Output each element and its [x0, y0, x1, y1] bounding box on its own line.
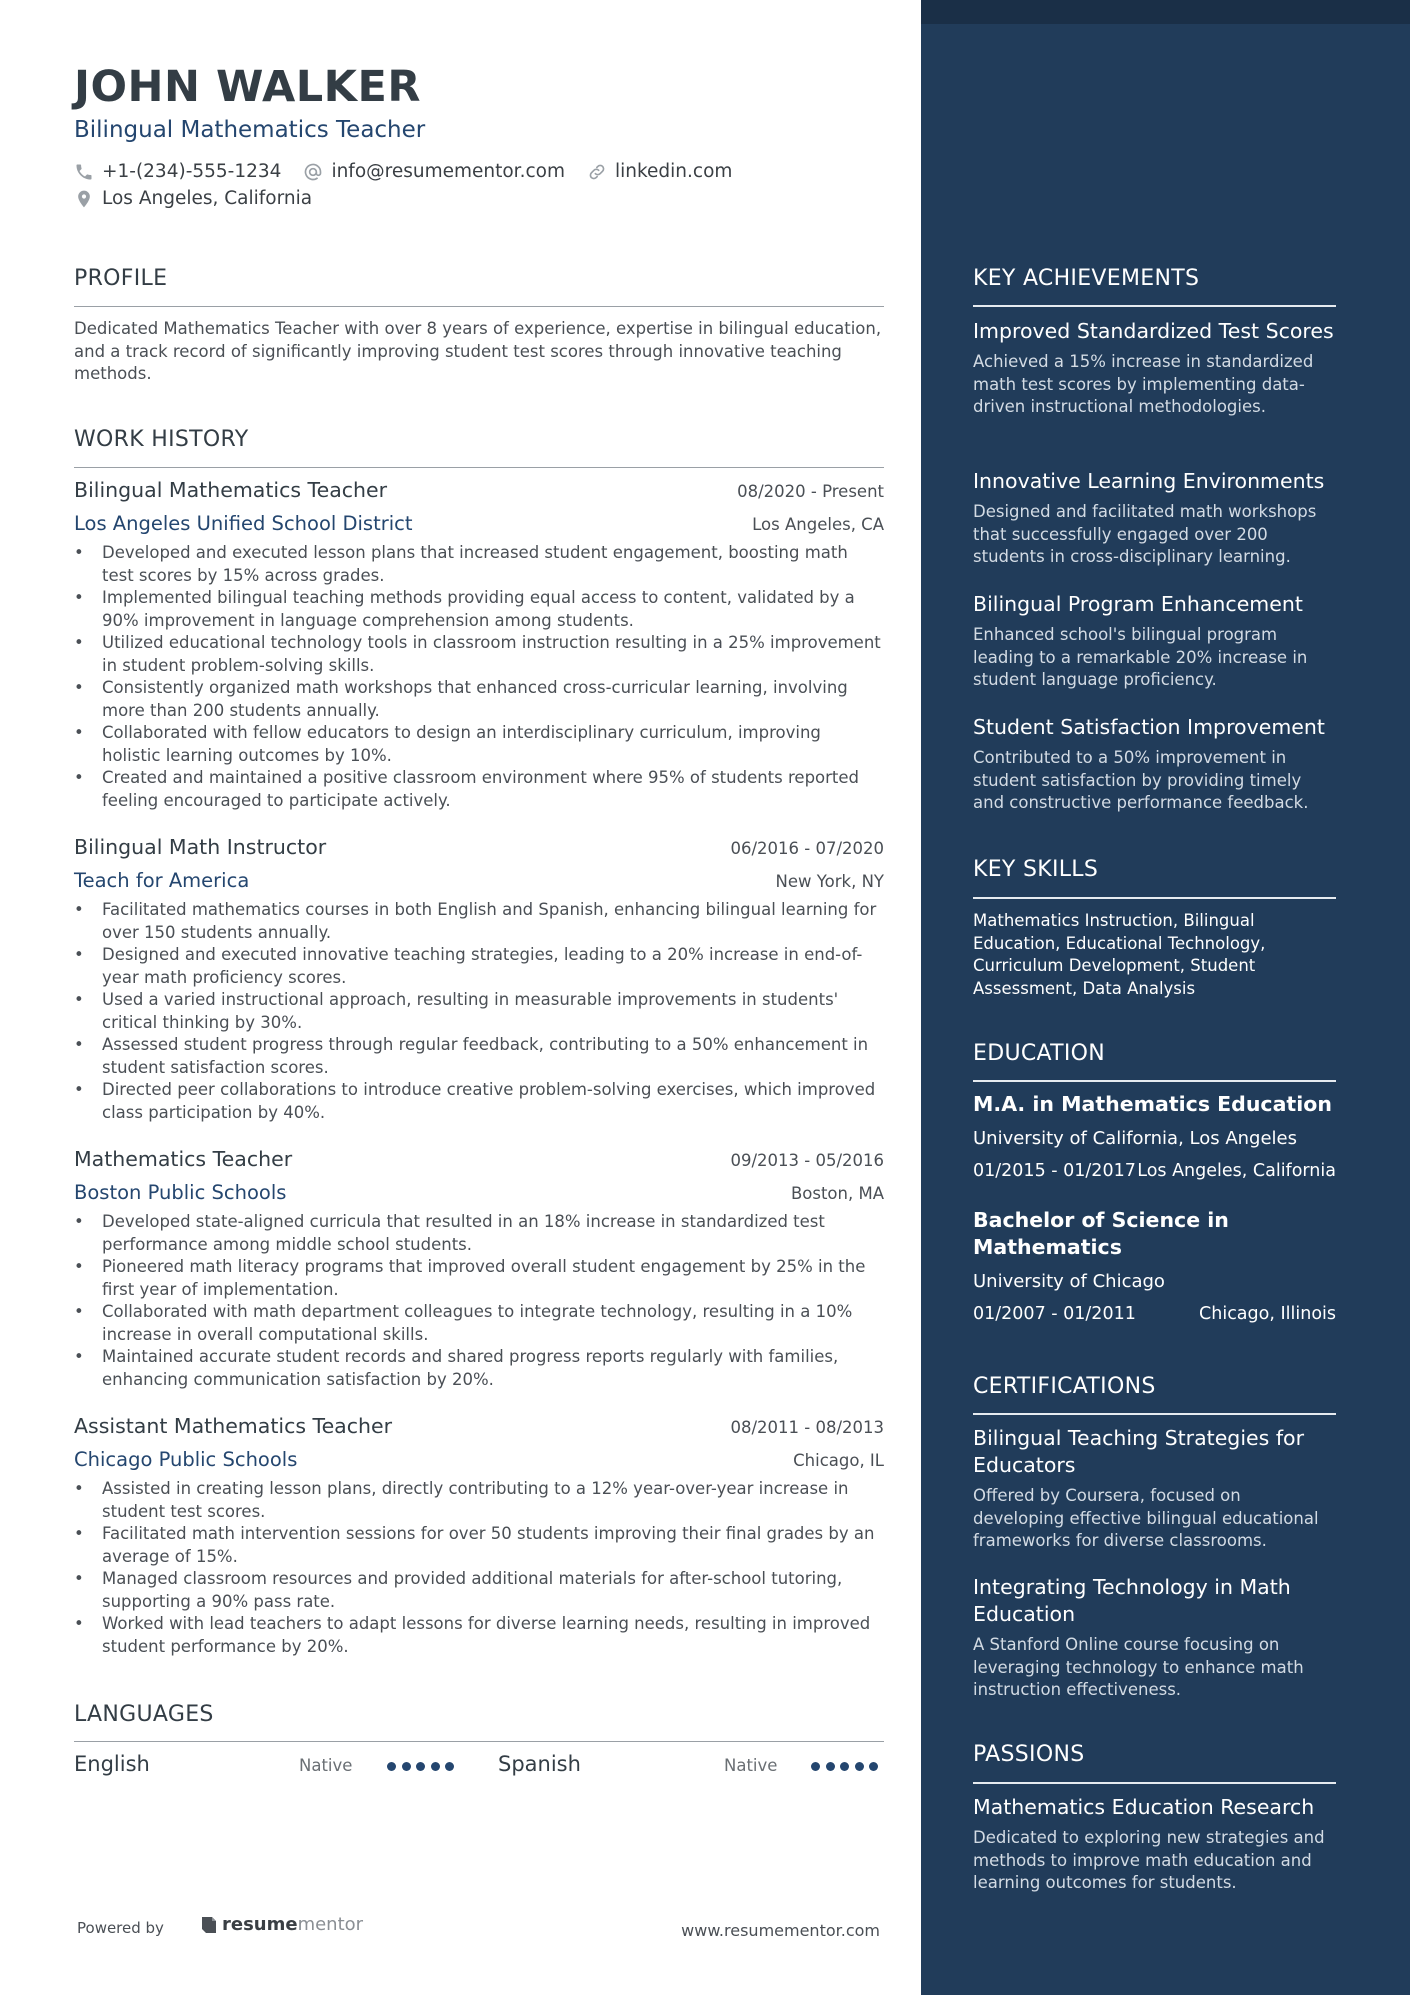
job-bullet: • Maintained accurate student records and shared progress reports regularly with families, enhancing communication satisfaction by 20%. [74, 1346, 884, 1391]
contact-phone [74, 161, 281, 182]
job-bullet: • Developed state-aligned curricula that resulted in an 18% increase in standardized test performance among middle school students. [74, 1211, 884, 1256]
job-role: Mathematics Teacher [74, 1147, 293, 1171]
phone-text[interactable]: +1-(234)-555-1234 [102, 161, 282, 182]
education-dates: 01/2015 - 01/2017 [973, 1161, 1136, 1181]
education-school: University of California, Los Angeles [973, 1128, 1298, 1149]
job-role: Assistant Mathematics Teacher [74, 1414, 393, 1438]
job-company: Teach for America [74, 869, 250, 892]
achievement-desc: Designed and facilitated math workshops that successfully engaged over 200 students in cross-disciplinary learning. [973, 502, 1317, 566]
language-level: Native [724, 1756, 778, 1775]
achievement-item [973, 591, 1336, 692]
job-bullet: • Consistently organized math workshops that enhanced cross-curricular learning, involving more than 200 students annually. [74, 677, 884, 722]
job-location: Chicago, IL [793, 1451, 884, 1470]
passion-item [973, 1794, 1336, 1895]
resumementor-logo[interactable] [200, 1914, 363, 1935]
certifications-rule [973, 1413, 1336, 1415]
job-bullets [74, 1478, 884, 1658]
achievements-heading: KEY ACHIEVEMENTS [973, 266, 1200, 291]
passion-desc: Dedicated to exploring new strategies and methods to improve math education and learning outcomes for students. [973, 1828, 1325, 1892]
job-entry [74, 478, 884, 812]
job-bullet: • Worked with lead teachers to adapt lessons for diverse learning needs, resulting in improved student performance by 20%. [74, 1613, 884, 1658]
job-bullet: • Collaborated with math department colleagues to integrate technology, resulting in a 10% increase in overall computational skills. [74, 1301, 884, 1346]
education-dates: 01/2007 - 01/2011 [973, 1304, 1136, 1324]
location-text: Los Angeles, California [102, 188, 313, 209]
education-degree: M.A. in Mathematics Education [973, 1092, 1332, 1116]
language-name: Spanish [498, 1752, 581, 1776]
achievement-desc: Contributed to a 50% improvement in student satisfaction by providing timely and constructive performance feedback. [973, 748, 1309, 812]
language-level: Native [299, 1756, 353, 1775]
achievement-title: Bilingual Program Enhancement [973, 592, 1303, 616]
education-heading: EDUCATION [973, 1041, 1106, 1066]
education-school: University of Chicago [973, 1271, 1165, 1292]
profile-rule [74, 306, 884, 307]
job-bullet: • Collaborated with fellow educators to design an interdisciplinary curriculum, improving holistic learning outcomes by 10%. [74, 722, 884, 767]
languages-rule [74, 1741, 884, 1742]
job-company: Chicago Public Schools [74, 1448, 298, 1471]
passions-rule [973, 1782, 1336, 1784]
job-bullet: • Created and maintained a positive classroom environment where 95% of students reported feeling encouraged to participate actively. [74, 767, 884, 812]
job-company: Los Angeles Unified School District [74, 512, 413, 535]
achievement-title: Improved Standardized Test Scores [973, 319, 1334, 343]
contact-linkedin [587, 161, 732, 182]
job-location: Boston, MA [790, 1184, 884, 1203]
skills-rule [973, 897, 1336, 899]
candidate-title: Bilingual Mathematics Teacher [74, 117, 426, 143]
job-bullet: • Facilitated mathematics courses in both English and Spanish, enhancing bilingual learning for over 150 students annually. [74, 899, 884, 944]
skills-heading: KEY SKILLS [973, 857, 1099, 882]
candidate-name: JOHN WALKER [74, 62, 421, 112]
logo-mark-icon [200, 1915, 218, 1935]
job-entry [74, 1414, 884, 1658]
phone-icon [74, 162, 94, 182]
job-bullet: • Designed and executed innovative teaching strategies, leading to a 20% increase in end-of-year math proficiency scores. [74, 944, 884, 989]
contact-location [74, 188, 312, 209]
certification-item [973, 1574, 1336, 1702]
job-location: Los Angeles, CA [752, 515, 884, 534]
contact-row-2 [74, 188, 334, 209]
job-bullet: • Used a varied instructional approach, resulting in measurable improvements in students' critical thinking by 30%. [74, 989, 884, 1034]
job-bullets [74, 899, 884, 1124]
achievement-item [973, 318, 1336, 419]
certification-desc: Offered by Coursera, focused on developing effective bilingual educational frameworks for diverse classrooms. [973, 1486, 1319, 1550]
job-role: Bilingual Math Instructor [74, 835, 327, 859]
job-entry [74, 1147, 884, 1391]
job-bullet: • Utilized educational technology tools in classroom instruction resulting in a 25% improvement in student problem-solving skills. [74, 632, 884, 677]
education-degree: Bachelor of Science in Mathematics [973, 1208, 1229, 1259]
job-bullet: • Facilitated math intervention sessions for over 50 students improving their final grades by an average of 15%. [74, 1523, 884, 1568]
education-location: Los Angeles, California [1137, 1161, 1336, 1181]
language-name: English [74, 1752, 150, 1776]
certification-desc: A Stanford Online course focusing on leveraging technology to enhance math instruction effectiveness. [973, 1635, 1304, 1699]
contact-email [303, 161, 565, 182]
achievements-rule [973, 305, 1336, 307]
sidebar-top-band [921, 0, 1410, 24]
achievement-item [973, 714, 1336, 815]
profile-text: Dedicated Mathematics Teacher with over 8 years of experience, expertise in bilingual education, and a track record of significantly improving student test scores through innovative teaching methods. [74, 319, 882, 383]
job-dates: 09/2013 - 05/2016 [730, 1151, 884, 1170]
language-rating-dots [387, 1762, 460, 1771]
at-icon [303, 162, 323, 182]
achievement-item [973, 468, 1336, 569]
work-history-rule [74, 467, 884, 468]
job-bullets [74, 542, 884, 812]
linkedin-text[interactable]: linkedin.com [614, 161, 733, 182]
certification-item [973, 1425, 1336, 1553]
job-bullet: • Implemented bilingual teaching methods providing equal access to content, validated by a 90% improvement in language comprehension among students. [74, 587, 884, 632]
work-history-heading: WORK HISTORY [74, 427, 249, 452]
sidebar [921, 0, 1410, 1995]
achievement-title: Innovative Learning Environments [973, 469, 1325, 493]
link-icon [587, 162, 607, 182]
education-location: Chicago, Illinois [1199, 1304, 1336, 1324]
powered-by-text: Powered by [77, 1919, 164, 1937]
job-bullet: • Directed peer collaborations to introduce creative problem-solving exercises, which improved class participation by 40%. [74, 1079, 884, 1124]
contact-row [74, 161, 754, 182]
logo-text-bold: resume [222, 1914, 298, 1935]
passions-heading: PASSIONS [973, 1742, 1085, 1767]
job-bullet: • Assessed student progress through regular feedback, contributing to a 50% enhancement in student satisfaction scores. [74, 1034, 884, 1079]
achievement-desc: Achieved a 15% increase in standardized math test scores by implementing data-driven instructional methodologies. [973, 352, 1314, 416]
passion-title: Mathematics Education Research [973, 1795, 1315, 1819]
job-dates: 08/2020 - Present [737, 482, 884, 501]
job-dates: 08/2011 - 08/2013 [730, 1418, 884, 1437]
job-bullet: • Managed classroom resources and provided additional materials for after-school tutoring, supporting a 90% pass rate. [74, 1568, 884, 1613]
achievement-title: Student Satisfaction Improvement [973, 715, 1325, 739]
certifications-heading: CERTIFICATIONS [973, 1374, 1156, 1399]
achievement-desc: Enhanced school's bilingual program leading to a remarkable 20% increase in student language proficiency. [973, 625, 1308, 689]
job-bullet: • Assisted in creating lesson plans, directly contributing to a 12% year-over-year increase in student test scores. [74, 1478, 884, 1523]
languages-row [74, 1752, 884, 1782]
job-bullet: • Developed and executed lesson plans that increased student engagement, boosting math test scores by 15% across grades. [74, 542, 884, 587]
footer-url[interactable]: www.resumementor.com [681, 1921, 880, 1940]
job-location: New York, NY [775, 872, 884, 891]
languages-heading: LANGUAGES [74, 1702, 214, 1727]
education-item [973, 1207, 1336, 1324]
job-role: Bilingual Mathematics Teacher [74, 478, 388, 502]
logo-text-light: mentor [297, 1914, 364, 1935]
skills-text: Mathematics Instruction, Bilingual Education, Educational Technology, Curriculum Development, Student Assessment, Data Analysis [973, 911, 1266, 998]
email-text[interactable]: info@resumementor.com [331, 161, 565, 182]
job-bullets [74, 1211, 884, 1391]
certification-title: Integrating Technology in Math Education [973, 1575, 1291, 1626]
education-rule [973, 1080, 1336, 1082]
job-entry [74, 835, 884, 1124]
certification-title: Bilingual Teaching Strategies for Educators [973, 1426, 1305, 1477]
location-pin-icon [74, 189, 94, 209]
job-bullet: • Pioneered math literacy programs that improved overall student engagement by 25% in the first year of implementation. [74, 1256, 884, 1301]
job-company: Boston Public Schools [74, 1181, 287, 1204]
profile-heading: PROFILE [74, 266, 168, 291]
language-rating-dots [811, 1762, 884, 1771]
education-item [973, 1091, 1336, 1181]
job-dates: 06/2016 - 07/2020 [730, 839, 884, 858]
